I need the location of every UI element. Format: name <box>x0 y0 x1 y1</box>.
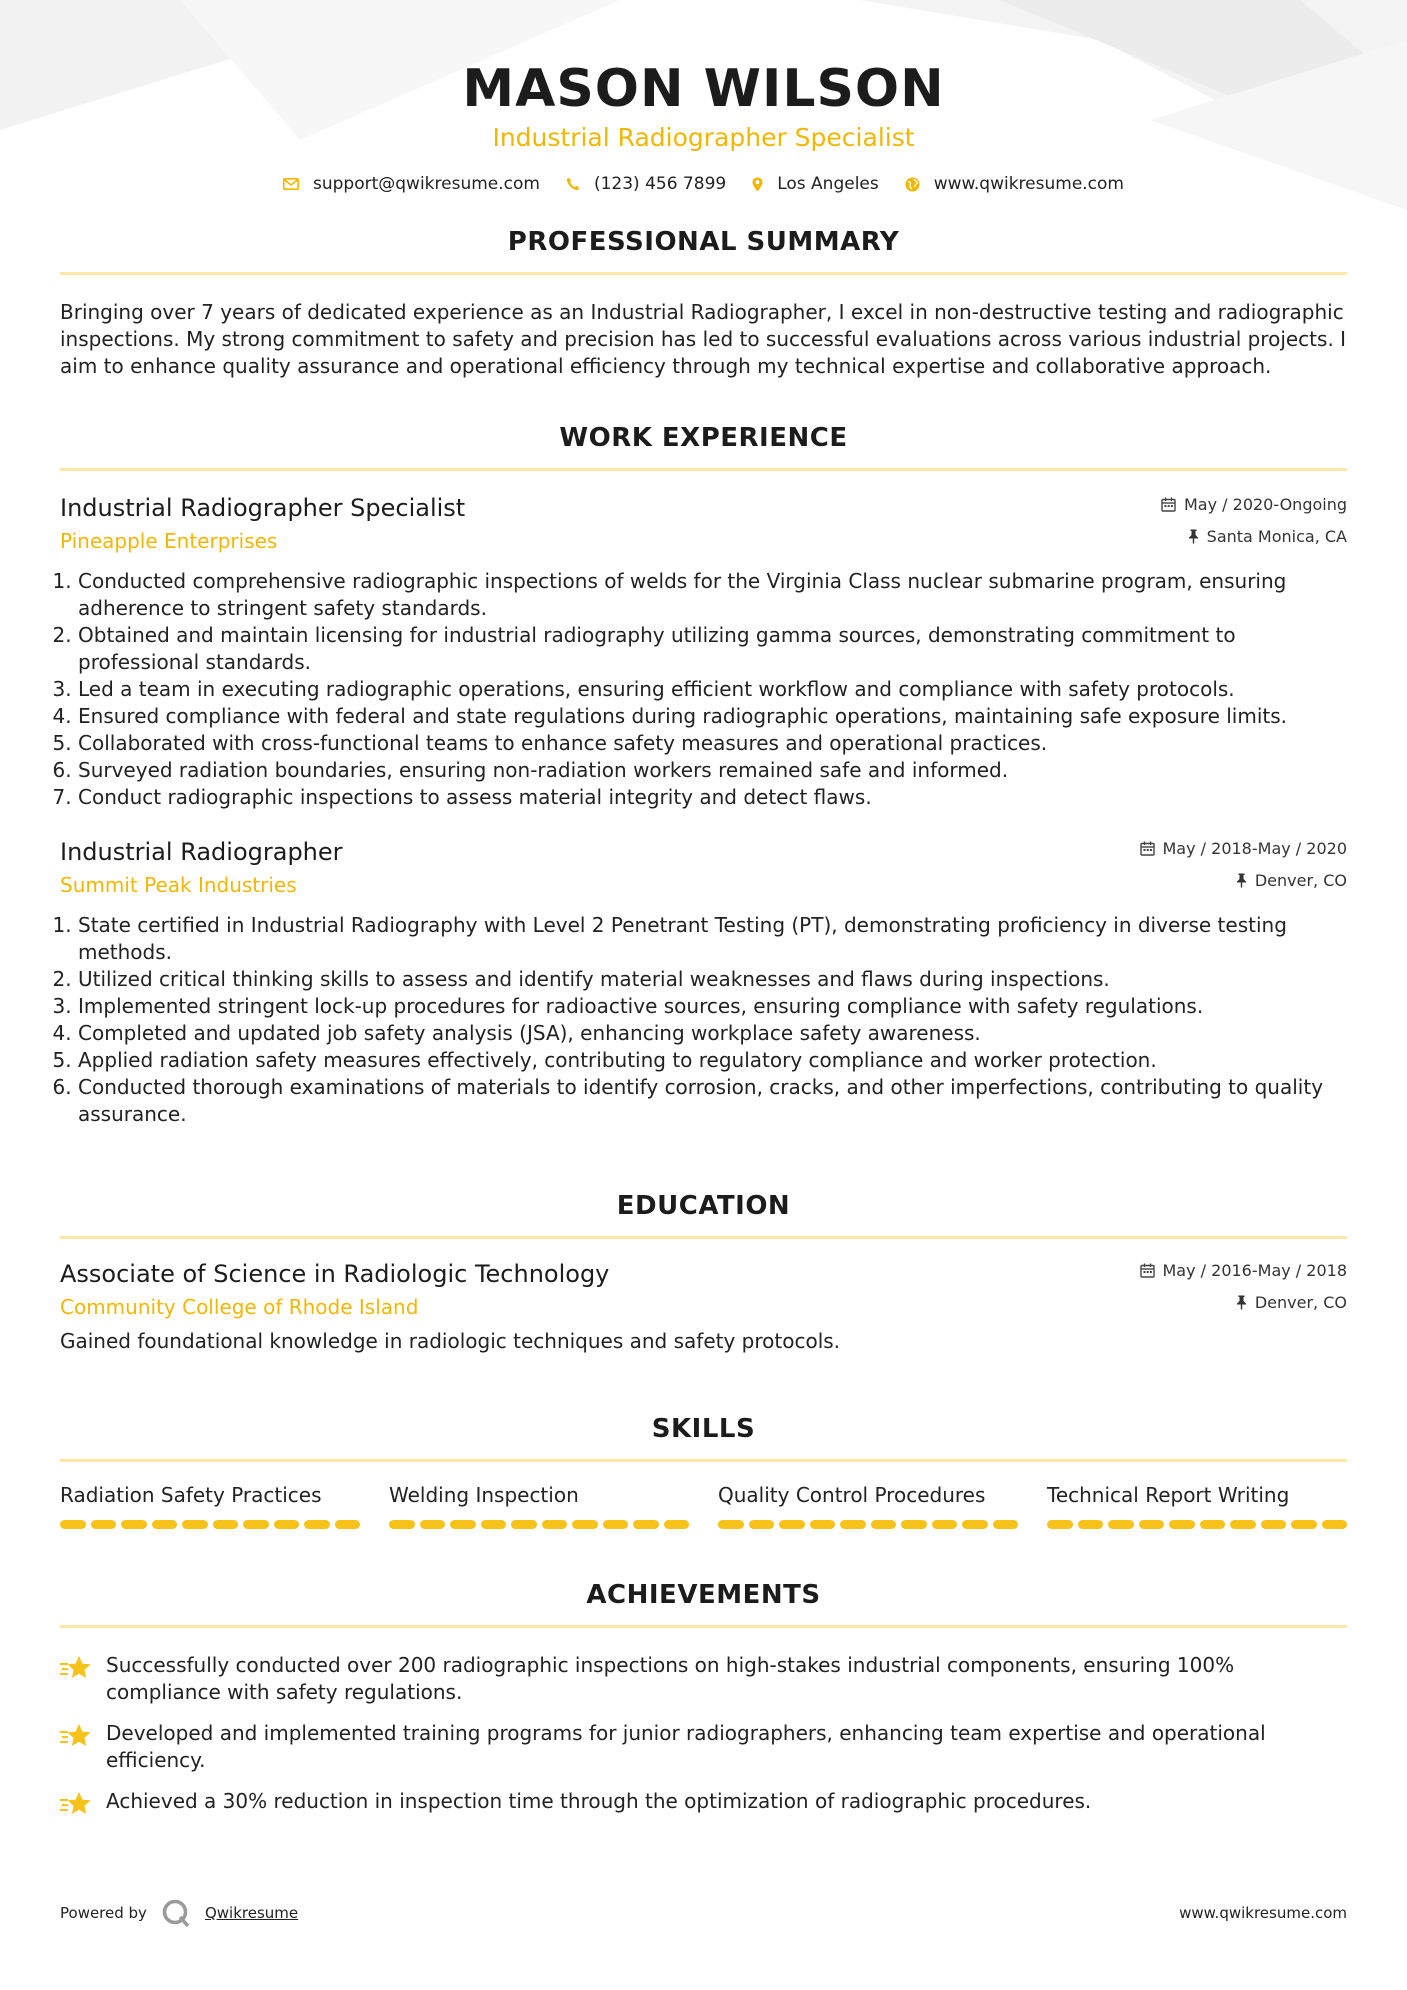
job-header <box>60 837 1347 898</box>
calendar-icon <box>1140 1263 1155 1278</box>
job-bullet: 5. Applied radiation safety measures effectively, contributing to regulatory compliance and worker protection. <box>78 1047 1347 1074</box>
education-date-text: May / 2016-May / 2018 <box>1162 1260 1347 1280</box>
star-icon <box>60 1655 92 1681</box>
skill-name: Welding Inspection <box>389 1483 579 1507</box>
education-main <box>60 1259 609 1320</box>
skills-section <box>60 1413 1347 1529</box>
achievement-item <box>60 1720 1347 1774</box>
email-text: support@qwikresume.com <box>313 174 540 194</box>
degree-title: Associate of Science in Radiologic Technology <box>60 1260 610 1288</box>
job-bullet: 4. Completed and updated job safety analysis (JSA), enhancing workplace safety awareness. <box>78 1020 1347 1047</box>
phone-text: (123) 456 7899 <box>593 174 727 194</box>
education-description: Gained foundational knowledge in radiologic techniques and safety protocols. <box>60 1329 841 1353</box>
school-name: Community College of Rhode Island <box>60 1295 419 1319</box>
education-section <box>60 1190 1347 1355</box>
contact-location <box>752 174 879 194</box>
education-heading: EDUCATION <box>616 1191 791 1221</box>
achievements-section <box>60 1579 1347 1817</box>
job-company: Pineapple Enterprises <box>60 529 278 553</box>
job-bullet: 1. State certified in Industrial Radiography with Level 2 Penetrant Testing (PT), demonstrating proficiency in diverse testing methods. <box>78 912 1347 966</box>
education-header <box>60 1259 1347 1320</box>
job-bullets <box>60 912 1347 1128</box>
job-company: Summit Peak Industries <box>60 873 297 897</box>
section-divider <box>60 272 1347 275</box>
job-bullet: 7. Conduct radiographic inspections to assess material integrity and detect flaws. <box>78 784 1347 811</box>
job-bullet: 2. Obtained and maintain licensing for industrial radiography utilizing gamma sources, demonstrating commitment to professional standards. <box>78 622 1347 676</box>
powered-by-label: Powered by <box>60 1904 147 1922</box>
achievement-text: Achieved a 30% reduction in inspection time through the optimization of radiographic procedures. <box>106 1789 1092 1813</box>
skill-item <box>1047 1482 1347 1529</box>
job-entry <box>60 493 1347 811</box>
contact-website[interactable] <box>905 174 1124 194</box>
job-bullet: 3. Led a team in executing radiographic operations, ensuring efficient workflow and compliance with safety protocols. <box>78 676 1347 703</box>
job-location <box>1140 869 1348 891</box>
job-title: Industrial Radiographer <box>60 838 343 866</box>
skill-level-bar <box>60 1520 360 1529</box>
job-meta <box>1140 837 1348 891</box>
pushpin-icon <box>1236 1295 1247 1310</box>
job-bullet: 6. Conducted thorough examinations of materials to identify corrosion, cracks, and other imperfections, contributing to quality assurance. <box>78 1074 1347 1128</box>
job-bullet: 3. Implemented stringent lock-up procedures for radioactive sources, ensuring compliance with safety regulations. <box>78 993 1347 1020</box>
website-text: www.qwikresume.com <box>933 174 1124 194</box>
section-divider <box>60 1625 1347 1628</box>
skill-name: Technical Report Writing <box>1047 1483 1290 1507</box>
job-location <box>1161 525 1347 547</box>
location-text: Los Angeles <box>777 174 879 194</box>
skills-list <box>60 1482 1347 1529</box>
powered-by <box>60 1898 298 1928</box>
education-entry <box>60 1259 1347 1355</box>
page-footer <box>60 1898 1347 1928</box>
summary-heading: PROFESSIONAL SUMMARY <box>507 227 900 257</box>
experience-heading: WORK EXPERIENCE <box>559 423 848 453</box>
candidate-title: Industrial Radiographer Specialist <box>492 123 915 152</box>
education-location <box>1140 1291 1348 1313</box>
job-bullet: 2. Utilized critical thinking skills to assess and identify material weaknesses and flaws during inspections. <box>78 966 1347 993</box>
job-date-text: May / 2018-May / 2020 <box>1162 838 1347 858</box>
experience-section <box>60 422 1347 1128</box>
contact-bar <box>60 174 1347 194</box>
job-main <box>60 493 465 554</box>
phone-icon <box>566 177 580 191</box>
star-icon <box>60 1791 92 1817</box>
qwikresume-logo-icon <box>161 1898 191 1928</box>
education-date <box>1140 1259 1348 1281</box>
achievements-heading: ACHIEVEMENTS <box>586 1580 821 1610</box>
section-divider <box>60 1459 1347 1462</box>
education-meta <box>1140 1259 1348 1313</box>
skills-heading: SKILLS <box>651 1414 756 1444</box>
skill-level-bar <box>718 1520 1018 1529</box>
job-bullets <box>60 568 1347 811</box>
skill-item <box>60 1482 360 1529</box>
skill-level-bar <box>389 1520 689 1529</box>
skill-item <box>718 1482 1018 1529</box>
achievement-item <box>60 1652 1347 1706</box>
candidate-name: MASON WILSON <box>462 59 945 119</box>
contact-email[interactable] <box>283 174 540 194</box>
achievements-list <box>60 1652 1347 1817</box>
job-date <box>1161 493 1347 515</box>
pushpin-icon <box>1188 529 1199 544</box>
achievement-text: Successfully conducted over 200 radiographic inspections on high-stakes industrial components, ensuring 100% compliance with safety regulations. <box>106 1653 1235 1704</box>
skill-item <box>389 1482 689 1529</box>
pushpin-icon <box>1236 873 1247 888</box>
skill-name: Quality Control Procedures <box>718 1483 986 1507</box>
star-icon <box>60 1723 92 1749</box>
job-location-text: Santa Monica, CA <box>1206 526 1347 546</box>
job-bullet: 6. Surveyed radiation boundaries, ensuring non-radiation workers remained safe and informed. <box>78 757 1347 784</box>
skill-name: Radiation Safety Practices <box>60 1483 322 1507</box>
footer-website[interactable]: www.qwikresume.com <box>1179 1904 1347 1922</box>
skill-level-bar <box>1047 1520 1347 1529</box>
job-title: Industrial Radiographer Specialist <box>60 494 466 522</box>
job-bullet: 1. Conducted comprehensive radiographic inspections of welds for the Virginia Class nuclear submarine program, ensuring adherence to stringent safety standards. <box>78 568 1347 622</box>
envelope-icon <box>283 178 299 190</box>
job-date-text: May / 2020-Ongoing <box>1184 494 1347 514</box>
achievement-item <box>60 1788 1347 1817</box>
globe-icon <box>905 177 920 192</box>
map-pin-icon <box>752 177 763 192</box>
education-location-text: Denver, CO <box>1254 1292 1347 1312</box>
achievement-text: Developed and implemented training programs for junior radiographers, enhancing team expertise and operational efficiency. <box>106 1721 1266 1772</box>
calendar-icon <box>1161 497 1176 512</box>
powered-by-brand-link[interactable]: Qwikresume <box>204 1904 299 1922</box>
job-meta <box>1161 493 1347 547</box>
job-bullet: 5. Collaborated with cross-functional teams to enhance safety measures and operational practices. <box>78 730 1347 757</box>
job-main <box>60 837 343 898</box>
section-divider <box>60 468 1347 471</box>
section-divider <box>60 1236 1347 1239</box>
job-bullet: 4. Ensured compliance with federal and state regulations during radiographic operations, maintaining safe exposure limits. <box>78 703 1347 730</box>
job-location-text: Denver, CO <box>1254 870 1347 890</box>
job-date <box>1140 837 1348 859</box>
job-header <box>60 493 1347 554</box>
summary-section <box>60 226 1347 380</box>
summary-text: Bringing over 7 years of dedicated experience as an Industrial Radiographer, I excel in non-destructive testing and radiographic inspections. My strong commitment to safety and precision has led to successful evaluations across various industrial projects. I aim to enhance quality assurance and operational efficiency through my technical expertise and collaborative approach. <box>60 300 1347 378</box>
resume-header <box>60 0 1347 194</box>
contact-phone[interactable] <box>566 174 726 194</box>
job-entry <box>60 837 1347 1128</box>
calendar-icon <box>1140 841 1155 856</box>
